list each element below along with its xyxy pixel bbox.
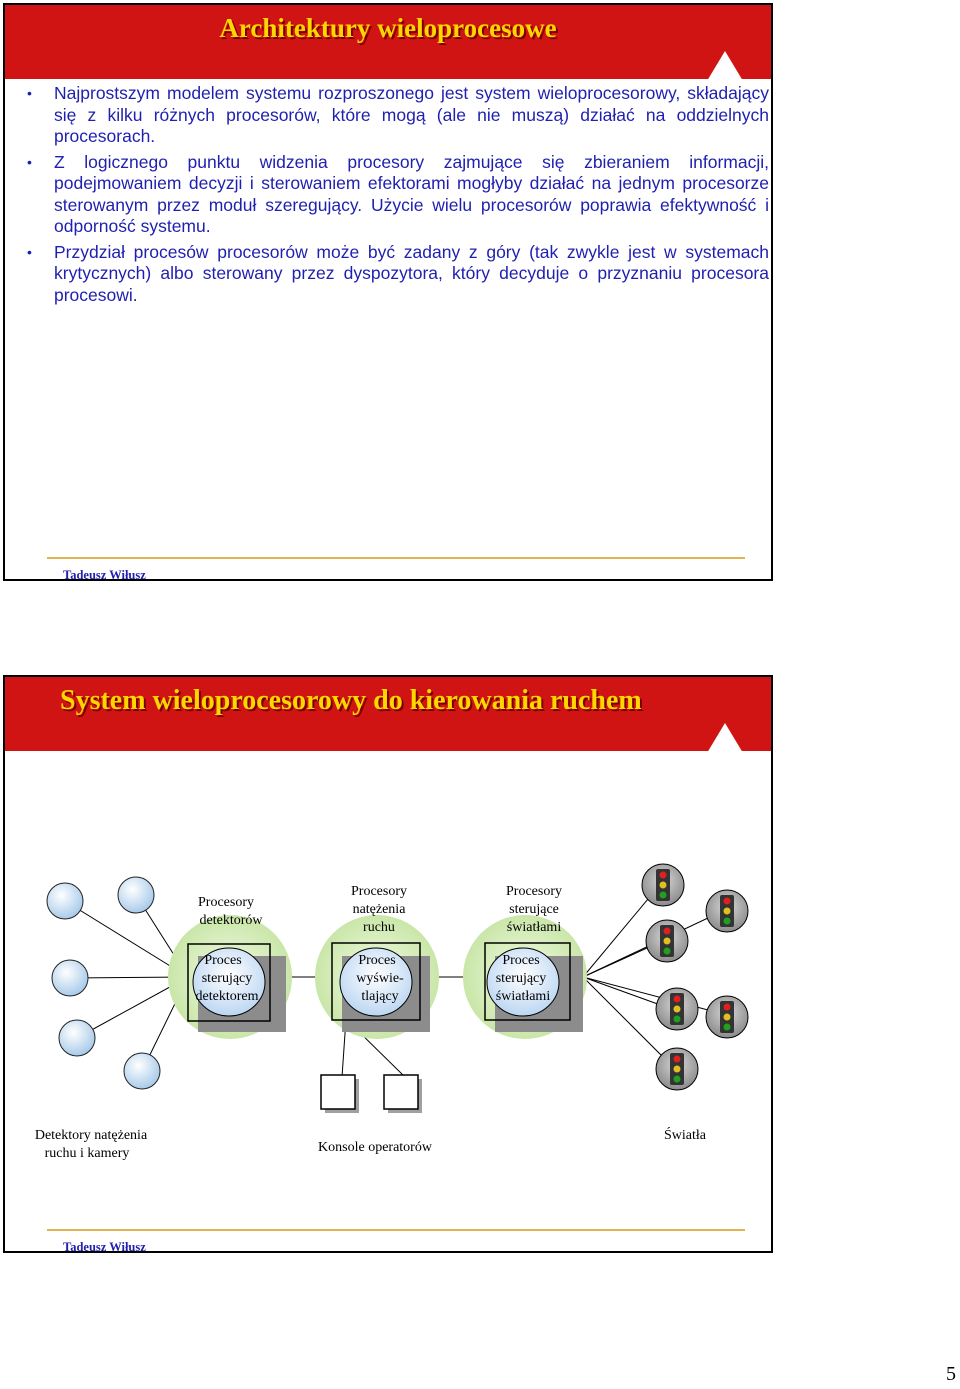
bullet-list bbox=[25, 83, 769, 310]
footer-author: Tadeusz Wiłusz bbox=[63, 568, 146, 582]
corner-triangle-icon bbox=[707, 51, 743, 81]
process-label: Proces bbox=[358, 953, 396, 968]
traffic-light-icon bbox=[656, 988, 698, 1030]
group-label: detektorów bbox=[199, 913, 263, 928]
bullet-item: • Najprostszym modelem systemu rozproszonego jest system wieloprocesorowy, składający się z kilku różnych procesorów, które mogą (ale nie muszą) działać na oddzielnych procesorach. bbox=[27, 83, 769, 146]
label-lights: Światła bbox=[664, 1128, 706, 1143]
traffic-light-icon bbox=[706, 996, 748, 1038]
label-detectors: Detektory natężenia bbox=[34, 1128, 148, 1143]
process-label: detektorem bbox=[195, 989, 259, 1004]
group-label: sterujące bbox=[509, 902, 559, 917]
traffic-diagram bbox=[5, 677, 771, 1251]
slide-traffic-system bbox=[3, 675, 773, 1253]
traffic-light-icon bbox=[656, 1048, 698, 1090]
bullet-icon: • bbox=[27, 85, 32, 101]
footer-divider bbox=[47, 1229, 745, 1231]
process-label: Proces bbox=[502, 953, 540, 968]
processor-lights bbox=[463, 884, 587, 1039]
detector-nodes bbox=[47, 877, 160, 1089]
processor-traffic bbox=[315, 884, 439, 1039]
footer-author: Tadeusz Wiłusz bbox=[63, 1240, 146, 1254]
operator-consoles bbox=[321, 1075, 422, 1113]
detector-icon bbox=[124, 1053, 160, 1089]
process-label: sterujący bbox=[201, 971, 253, 986]
process-label: sterujący bbox=[495, 971, 547, 986]
bullet-icon: • bbox=[27, 153, 32, 170]
process-label: wyświe- bbox=[356, 971, 404, 986]
group-label: ruchu bbox=[363, 920, 395, 935]
slide-header bbox=[5, 5, 771, 79]
console-icon bbox=[321, 1075, 355, 1109]
traffic-light-icon bbox=[642, 864, 684, 906]
group-label: natężenia bbox=[352, 902, 406, 917]
label-consoles: Konsole operatorów bbox=[318, 1140, 432, 1155]
slide-architectures bbox=[3, 3, 773, 581]
label-detectors: ruchu i kamery bbox=[44, 1146, 130, 1161]
group-label: Procesory bbox=[506, 884, 562, 899]
traffic-light-icon bbox=[646, 920, 688, 962]
detector-icon bbox=[59, 1020, 95, 1056]
detector-icon bbox=[52, 960, 88, 996]
page-number: 5 bbox=[946, 1363, 956, 1385]
detector-icon bbox=[118, 877, 154, 913]
slide-title: System wieloprocesorowy do kierowania ruchem bbox=[60, 685, 642, 716]
bullet-item: • Z logicznego punktu widzenia procesory zajmujące się zbieraniem informacji, podejmowaniem decyzji i sterowaniem efektorami mogłyby działać na jednym procesorze sterowanym przez moduł szeregujący. Użycie wielu procesorów poprawia efektywność i odporność systemu. bbox=[27, 151, 769, 236]
process-label: tlający bbox=[361, 989, 399, 1004]
traffic-lights bbox=[642, 864, 748, 1090]
process-label: światłami bbox=[495, 989, 551, 1004]
processor-detectors bbox=[168, 895, 292, 1039]
bullet-item: • Przydział procesów procesorów może być zadany z góry (tak zwykle jest w systemach krytycznych) albo sterowany przez dyspozytora, który decyduje o przyznaniu procesora procesowi. bbox=[27, 241, 769, 305]
detector-icon bbox=[47, 883, 83, 919]
footer-divider bbox=[47, 557, 745, 559]
group-label: Procesory bbox=[351, 884, 407, 899]
group-label: światłami bbox=[506, 920, 562, 935]
bullet-icon: • bbox=[27, 243, 32, 260]
slide-title: Architektury wieloprocesowe bbox=[219, 13, 557, 43]
console-icon bbox=[384, 1075, 418, 1109]
group-label: Procesory bbox=[198, 895, 254, 910]
process-label: Proces bbox=[204, 953, 242, 968]
traffic-light-icon bbox=[706, 890, 748, 932]
